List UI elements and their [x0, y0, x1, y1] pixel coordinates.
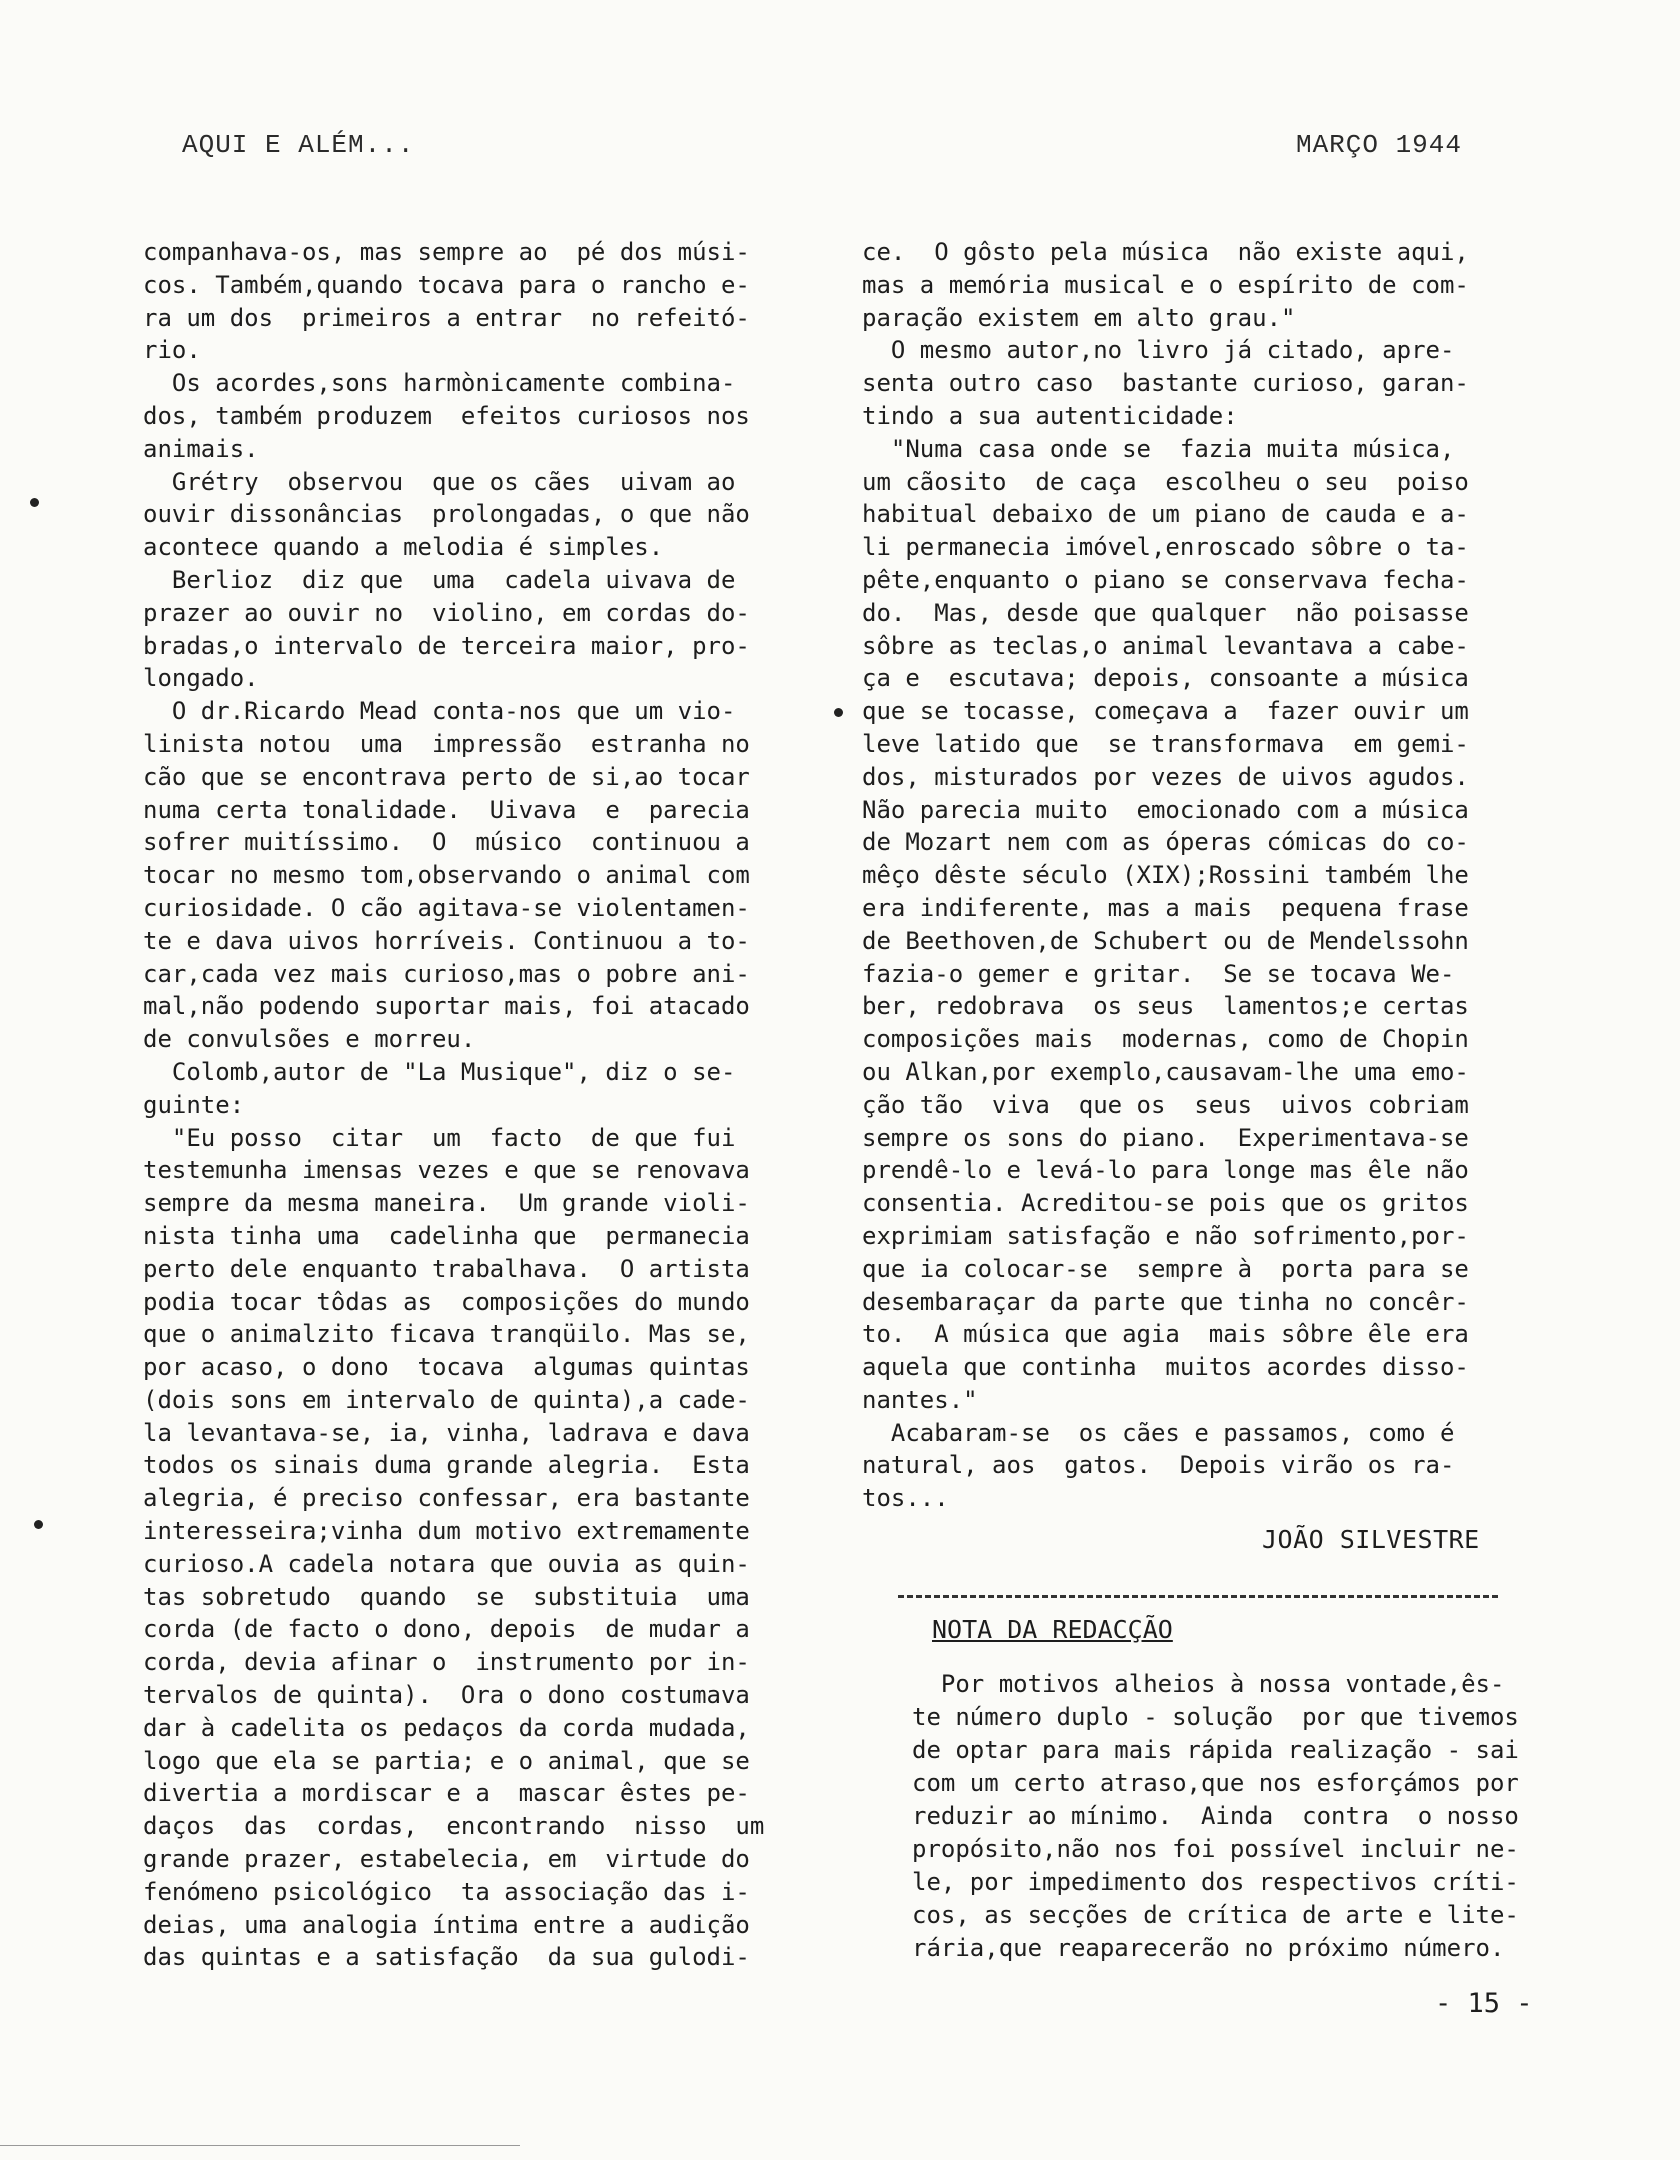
text-line: Colomb,autor de "La Musique", diz o se- — [143, 1057, 736, 1086]
punch-mark — [834, 708, 843, 717]
text-line: Não parecia muito emocionado com a música — [862, 795, 1469, 824]
text-line: car,cada vez mais curioso,mas o pobre ani- — [143, 959, 750, 988]
text-line: ou Alkan,por exemplo,causavam-lhe uma emo- — [862, 1057, 1469, 1086]
text-line: corda, devia afinar o instrumento por in- — [143, 1648, 750, 1677]
left-column — [143, 236, 799, 1974]
page-number: - 15 - — [1435, 1988, 1533, 2019]
text-line: desembaraçar da parte que tinha no concêr- — [862, 1287, 1469, 1316]
text-line: dos, também produzem efeitos curiosos nos — [143, 401, 750, 430]
note-line: le, por impedimento dos respectivos críti- — [912, 1868, 1519, 1896]
text-line: ouvir dissonâncias prolongadas, o que não — [143, 500, 750, 529]
text-line: to. A música que agia mais sôbre êle era — [862, 1320, 1469, 1349]
text-line: por acaso, o dono tocava algumas quintas — [143, 1353, 750, 1382]
text-line: pête,enquanto o piano se conservava fecha- — [862, 565, 1469, 594]
text-line: li permanecia imóvel,enroscado sôbre o ta- — [862, 533, 1469, 562]
text-line: "Eu posso citar um facto de que fui — [143, 1123, 736, 1152]
text-line: ra um dos primeiros a entrar no refeitó- — [143, 303, 750, 332]
punch-mark — [30, 498, 39, 507]
text-line: te e dava uivos horríveis. Continuou a to- — [143, 926, 750, 955]
text-line: O mesmo autor,no livro já citado, apre- — [862, 336, 1455, 365]
text-line: de Mozart nem com as óperas cómicas do co- — [862, 828, 1469, 857]
text-line: das quintas e a satisfação da sua gulodi- — [143, 1943, 750, 1972]
text-line: deias, uma analogia íntima entre a audição — [143, 1910, 750, 1939]
note-line: Por motivos alheios à nossa vontade,ês- — [912, 1670, 1505, 1698]
text-line: consentia. Acreditou-se pois que os gritos — [862, 1189, 1469, 1218]
note-line: rária,que reaparecerão no próximo número. — [912, 1934, 1505, 1962]
text-line: dos, misturados por vezes de uivos agudos. — [862, 762, 1469, 791]
note-line: de optar para mais rápida realização - sai — [912, 1736, 1519, 1764]
text-line: mas a memória musical e o espírito de com- — [862, 270, 1469, 299]
text-line: que se tocasse, começava a fazer ouvir um — [862, 697, 1469, 726]
text-line: tas sobretudo quando se substituia uma — [143, 1582, 750, 1611]
text-line: Grétry observou que os cães uivam ao — [143, 467, 736, 496]
text-line: senta outro caso bastante curioso, garan- — [862, 369, 1469, 398]
text-line: tindo a sua autenticidade: — [862, 401, 1238, 430]
text-line: cão que se encontrava perto de si,ao tocar — [143, 762, 750, 791]
text-line: grande prazer, estabelecia, em virtude do — [143, 1845, 750, 1874]
text-line: sofrer muitíssimo. O músico continuou a — [143, 828, 750, 857]
text-line: sempre da mesma maneira. Um grande violi- — [143, 1189, 750, 1218]
text-line: ça e escutava; depois, consoante a música — [862, 664, 1469, 693]
text-line: ção tão viva que os seus uivos cobriam — [862, 1090, 1469, 1119]
text-line: companhava-os, mas sempre ao pé dos músi- — [143, 238, 750, 266]
note-line: com um certo atraso,que nos esforçámos por — [912, 1769, 1519, 1797]
note-line: cos, as secções de crítica de arte e lite- — [912, 1901, 1519, 1929]
text-line: (dois sons em intervalo de quinta),a cade- — [143, 1385, 750, 1414]
text-line: numa certa tonalidade. Uivava e parecia — [143, 795, 750, 824]
text-line: paração existem em alto grau." — [862, 303, 1296, 332]
text-line: animais. — [143, 434, 259, 463]
text-line: habitual debaixo de um piano de cauda e a- — [862, 500, 1469, 529]
text-line: sôbre as teclas,o animal levantava a cabe- — [862, 631, 1469, 660]
text-line: alegria, é preciso confessar, era bastante — [143, 1484, 750, 1513]
text-line: prendê-lo e levá-lo para longe mas êle não — [862, 1156, 1469, 1185]
text-line: ber, redobrava os seus lamentos;e certas — [862, 992, 1469, 1021]
text-line: Berlioz diz que uma cadela uivava de — [143, 565, 736, 594]
text-line: prazer ao ouvir no violino, em cordas do- — [143, 598, 750, 627]
text-line: sempre os sons do piano. Experimentava-se — [862, 1123, 1469, 1152]
text-line: "Numa casa onde se fazia muita música, — [862, 434, 1455, 463]
text-line: dar à cadelita os pedaços da corda mudada, — [143, 1713, 750, 1742]
note-line: reduzir ao mínimo. Ainda contra o nosso — [912, 1802, 1519, 1830]
text-line: perto dele enquanto trabalhava. O artista — [143, 1254, 750, 1283]
text-line: bradas,o intervalo de terceira maior, pro- — [143, 631, 750, 660]
text-line: testemunha imensas vezes e que se renovava — [143, 1156, 750, 1185]
text-line: leve latido que se transformava em gemi- — [862, 729, 1469, 758]
text-line: la levantava-se, ia, vinha, ladrava e dava — [143, 1418, 750, 1447]
text-line: Acabaram-se os cães e passamos, como é — [862, 1418, 1455, 1447]
text-line: composições mais modernas, como de Chopin — [862, 1025, 1469, 1054]
text-line: que ia colocar-se sempre à porta para se — [862, 1254, 1469, 1283]
text-line: fazia-o gemer e gritar. Se se tocava We- — [862, 959, 1455, 988]
text-line: era indiferente, mas a mais pequena frase — [862, 893, 1469, 922]
text-line: fenómeno psicológico ta associação das i- — [143, 1877, 750, 1906]
text-line: curiosidade. O cão agitava-se violentamen- — [143, 893, 750, 922]
text-line: tos... — [862, 1484, 949, 1513]
text-line: longado. — [143, 664, 259, 693]
text-line: podia tocar tôdas as composições do mundo — [143, 1287, 750, 1316]
text-line: daços das cordas, encontrando nisso um — [143, 1812, 765, 1841]
text-line: rio. — [143, 336, 201, 365]
text-line: guinte: — [143, 1090, 245, 1119]
header-title: AQUI E ALÉM... — [182, 130, 415, 160]
editorial-note — [912, 1668, 1532, 1965]
text-line: acontece quando a melodia é simples. — [143, 533, 664, 562]
note-line: propósito,não nos foi possível incluir ne- — [912, 1835, 1519, 1863]
text-line: interesseira;vinha dum motivo extremamente — [143, 1517, 750, 1546]
header-date: MARÇO 1944 — [1295, 130, 1462, 160]
text-line: um cãosito de caça escolheu o seu poiso — [862, 467, 1469, 496]
author-signature: JOÃO SILVESTRE — [1262, 1525, 1480, 1554]
text-line: nantes." — [862, 1385, 978, 1414]
text-line: de convulsões e morreu. — [143, 1025, 476, 1054]
text-line: todos os sinais duma grande alegria. Esta — [143, 1451, 750, 1480]
text-line: logo que ela se partia; e o animal, que se — [143, 1746, 750, 1775]
text-line: O dr.Ricardo Mead conta-nos que um vio- — [143, 697, 736, 726]
section-divider — [898, 1595, 1498, 1598]
text-line: mêço dêste século (XIX);Rossini também lhe — [862, 861, 1469, 890]
right-column — [862, 236, 1522, 1515]
text-line: nista tinha uma cadelinha que permanecia — [143, 1221, 750, 1250]
editorial-note-title: NOTA DA REDACÇÃO — [932, 1615, 1173, 1644]
text-line: ce. O gôsto pela música não existe aqui, — [862, 238, 1469, 266]
note-line: te número duplo - solução por que tivemos — [912, 1703, 1519, 1731]
text-line: cos. Também,quando tocava para o rancho e- — [143, 270, 750, 299]
text-line: tocar no mesmo tom,observando o animal com — [143, 861, 750, 890]
text-line: corda (de facto o dono, depois de mudar a — [143, 1615, 750, 1644]
text-line: que o animalzito ficava tranqüilo. Mas se, — [143, 1320, 750, 1349]
punch-mark — [34, 1520, 43, 1529]
text-line: exprimiam satisfação e não sofrimento,por- — [862, 1221, 1469, 1250]
text-line: divertia a mordiscar e a mascar êstes pe- — [143, 1779, 750, 1808]
text-line: tervalos de quinta). Ora o dono costumava — [143, 1681, 750, 1710]
text-line: aquela que continha muitos acordes disso- — [862, 1353, 1469, 1382]
text-line: curioso.A cadela notara que ouvia as quin- — [143, 1549, 750, 1578]
text-line: linista notou uma impressão estranha no — [143, 729, 750, 758]
text-line: de Beethoven,de Schubert ou de Mendelssohn — [862, 926, 1469, 955]
text-line: Os acordes,sons harmònicamente combina- — [143, 369, 736, 398]
page-header — [182, 130, 1462, 170]
text-line: mal,não podendo suportar mais, foi atacado — [143, 992, 750, 1021]
scan-edge — [0, 2145, 520, 2146]
text-line: natural, aos gatos. Depois virão os ra- — [862, 1451, 1455, 1480]
text-line: do. Mas, desde que qualquer não poisasse — [862, 598, 1469, 627]
